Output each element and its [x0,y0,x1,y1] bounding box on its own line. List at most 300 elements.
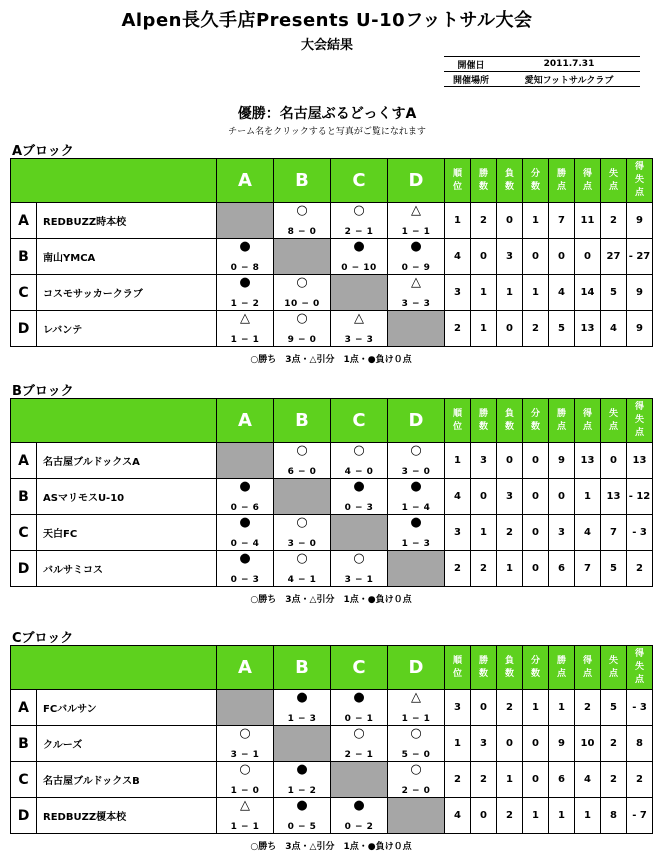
stat-value: 0 [575,239,601,275]
stat-value: 9 [549,726,575,762]
stat-header-label: 勝点 [556,168,566,192]
win-circle-icon: ○ [410,762,422,777]
match-result-cell [217,479,274,515]
stat-header [575,159,601,203]
date-value: 2011.7.31 [543,59,595,69]
stat-value: 4 [575,762,601,798]
stat-header-label: 負数 [504,408,514,432]
win-circle-icon: ○ [239,726,251,741]
team-name-link[interactable]: 南山YMCA [37,239,217,275]
match-result-cell [217,311,274,347]
stat-header-label: 得点 [582,168,592,192]
match-score: 0 − 4 [230,539,260,549]
match-result-cell [388,479,445,515]
stat-header [601,159,627,203]
match-score: 4 − 1 [287,575,317,585]
block-title: Cブロック [12,631,74,646]
row-letter: A [11,690,37,726]
stat-value: - 3 [627,690,653,726]
match-score: 3 − 0 [401,467,431,477]
match-score: 0 − 9 [401,263,431,273]
stat-value: 13 [627,443,653,479]
team-name-link[interactable]: REDBUZZ榎本校 [37,798,217,834]
stat-header [497,159,523,203]
match-result-cell [217,515,274,551]
stat-header [523,646,549,690]
stat-header-label: 得失点 [634,162,644,198]
stat-value: 0 [601,443,627,479]
match-result-cell [331,239,388,275]
stat-header [601,399,627,443]
stat-value: 8 [627,726,653,762]
stat-value: - 3 [627,515,653,551]
column-header-b: B [274,646,331,690]
match-score: 1 − 1 [401,714,431,724]
match-score: 3 − 0 [287,539,317,549]
stat-value: 7 [575,551,601,587]
stat-value: 0 [523,551,549,587]
page-title: Alpen長久手店Presents U-10フットサル大会 [121,10,533,31]
win-circle-icon: ○ [296,443,308,458]
stat-value: 0 [497,726,523,762]
row-letter: B [11,726,37,762]
row-letter: C [11,762,37,798]
match-result-cell [388,515,445,551]
stat-value: 5 [601,690,627,726]
row-letter: B [11,239,37,275]
stat-value: 0 [471,798,497,834]
team-name-link[interactable]: ASマリモスU-10 [37,479,217,515]
match-result-cell [274,551,331,587]
stat-header [601,646,627,690]
match-score: 6 − 0 [287,467,317,477]
stat-value: 1 [471,275,497,311]
stat-value: 0 [471,479,497,515]
loss-dot-icon: ● [239,479,251,494]
match-result-cell [274,275,331,311]
match-result-cell [388,726,445,762]
match-score: 0 − 10 [341,263,377,273]
stat-value: 3 [497,239,523,275]
match-result-cell [388,443,445,479]
win-circle-icon: ○ [410,726,422,741]
stat-header-label: 失点 [608,408,618,432]
stat-header [627,159,653,203]
stat-header [549,159,575,203]
stat-header-label: 勝数 [478,655,488,679]
team-name-link[interactable]: バルサミコス [37,551,217,587]
match-score: 3 − 3 [344,335,374,345]
stat-header-label: 分数 [530,408,540,432]
stat-header-label: 得点 [582,408,592,432]
stat-value: 9 [627,203,653,239]
match-result-cell [274,690,331,726]
date-label: 開催日 [457,60,485,71]
team-name-link[interactable]: レバンテ [37,311,217,347]
match-score: 3 − 1 [344,575,374,585]
match-result-cell [217,762,274,798]
stat-value: 3 [445,515,471,551]
page-subtitle: 大会結果 [300,38,353,53]
match-result-cell [331,798,388,834]
match-score: 4 − 0 [344,467,374,477]
match-result-cell [331,203,388,239]
stat-header [497,399,523,443]
stat-value: 4 [445,479,471,515]
stat-value: 1 [575,798,601,834]
loss-dot-icon: ● [239,239,251,254]
stat-value: 14 [575,275,601,311]
team-name-link[interactable]: コスモサッカークラブ [37,275,217,311]
draw-triangle-icon: △ [240,798,250,813]
stat-header [445,159,471,203]
stat-value: 2 [627,551,653,587]
win-circle-icon: ○ [239,762,251,777]
stat-value: 1 [445,443,471,479]
win-circle-icon: ○ [353,551,365,566]
team-name-link[interactable]: 天白FC [37,515,217,551]
result-legend: ○勝ち 3点・△引分 1点・●負け０点 [250,595,412,605]
match-result-cell [331,726,388,762]
stat-header [575,399,601,443]
match-score: 10 − 0 [284,299,320,309]
self-match-cell [217,203,274,239]
stat-value: 13 [601,479,627,515]
block-title: Bブロック [12,384,74,399]
stat-header [575,646,601,690]
match-result-cell [388,690,445,726]
stat-value: 5 [601,275,627,311]
stat-header-label: 分数 [530,168,540,192]
stat-value: 2 [497,690,523,726]
match-result-cell [388,239,445,275]
result-legend: ○勝ち 3点・△引分 1点・●負け０点 [250,842,412,852]
match-score: 5 − 0 [401,750,431,760]
stat-header-label: 負数 [504,655,514,679]
stat-header [471,399,497,443]
stat-value: 1 [523,690,549,726]
column-header-d: D [388,399,445,443]
table-header-row [11,399,653,443]
win-circle-icon: ○ [296,203,308,218]
stat-header-label: 順位 [452,408,462,432]
table-row [11,311,653,347]
match-score: 0 − 8 [230,263,260,273]
win-circle-icon: ○ [353,726,365,741]
match-score: 3 − 3 [401,299,431,309]
stat-header-label: 勝点 [556,655,566,679]
stat-value: 3 [497,479,523,515]
loss-dot-icon: ● [410,239,422,254]
stat-value: 2 [601,726,627,762]
table-row [11,551,653,587]
self-match-cell [274,479,331,515]
team-name-link[interactable]: REDBUZZ時本校 [37,203,217,239]
click-note: チーム名をクリックすると写真がご覧になれます [228,127,426,137]
stat-value: 2 [445,311,471,347]
column-header-d: D [388,646,445,690]
loss-dot-icon: ● [353,239,365,254]
stat-value: 1 [549,798,575,834]
stat-value: 2 [601,203,627,239]
column-header-c: C [331,159,388,203]
match-result-cell [274,311,331,347]
stat-header [471,159,497,203]
venue-label: 開催場所 [452,75,489,86]
stat-value: 4 [601,311,627,347]
match-result-cell [331,690,388,726]
loss-dot-icon: ● [410,479,422,494]
row-letter: A [11,203,37,239]
stat-header [627,399,653,443]
stat-value: 7 [601,515,627,551]
stat-value: 5 [549,311,575,347]
stat-value: 2 [523,311,549,347]
row-letter: B [11,479,37,515]
stat-value: 4 [549,275,575,311]
stat-value: 0 [523,515,549,551]
stat-header-label: 負数 [504,168,514,192]
table-row [11,275,653,311]
stat-value: 1 [471,515,497,551]
stat-header [549,646,575,690]
match-score: 1 − 2 [230,299,260,309]
match-result-cell [217,275,274,311]
self-match-cell [274,726,331,762]
stat-value: 1 [575,479,601,515]
stat-value: 1 [523,203,549,239]
stat-value: 13 [575,443,601,479]
stat-header [627,646,653,690]
match-score: 1 − 2 [287,786,317,796]
stat-header-label: 失点 [608,168,618,192]
stat-header-label: 勝点 [556,408,566,432]
table-row [11,443,653,479]
venue-row [444,71,640,87]
team-name-link[interactable]: FCバルサン [37,690,217,726]
stat-value: 2 [575,690,601,726]
row-letter: A [11,443,37,479]
match-score: 1 − 1 [230,822,260,832]
loss-dot-icon: ● [353,690,365,705]
stat-value: 4 [445,798,471,834]
stat-value: 8 [601,798,627,834]
header-blank [11,159,217,203]
team-name-link[interactable]: 名古屋ブルドックスB [37,762,217,798]
stat-value: 0 [497,311,523,347]
stat-value: 1 [523,275,549,311]
stat-value: 0 [549,239,575,275]
table-row [11,239,653,275]
match-result-cell [217,726,274,762]
stat-value: 0 [471,239,497,275]
stat-value: 0 [549,479,575,515]
stat-value: 0 [523,479,549,515]
stat-header-label: 勝数 [478,408,488,432]
stat-value: 6 [549,762,575,798]
column-header-a: A [217,399,274,443]
match-score: 1 − 3 [401,539,431,549]
stat-value: 2 [627,762,653,798]
table-row [11,479,653,515]
win-circle-icon: ○ [353,443,365,458]
match-result-cell [274,515,331,551]
result-legend: ○勝ち 3点・△引分 1点・●負け０点 [250,355,412,365]
stat-value: 4 [575,515,601,551]
stat-value: 13 [575,311,601,347]
stat-value: 3 [471,443,497,479]
self-match-cell [217,690,274,726]
row-letter: D [11,551,37,587]
column-header-b: B [274,399,331,443]
self-match-cell [331,275,388,311]
loss-dot-icon: ● [239,551,251,566]
match-score: 1 − 1 [230,335,260,345]
match-score: 8 − 0 [287,227,317,237]
stat-value: 5 [601,551,627,587]
stat-header-label: 得点 [582,655,592,679]
column-header-c: C [331,646,388,690]
column-header-a: A [217,646,274,690]
stat-value: 10 [575,726,601,762]
stat-value: 0 [497,443,523,479]
match-result-cell [331,479,388,515]
self-match-cell [331,762,388,798]
draw-triangle-icon: △ [411,690,421,705]
match-score: 1 − 4 [401,503,431,513]
stat-value: 2 [471,203,497,239]
stat-header-label: 得失点 [634,402,644,438]
stat-value: 1 [549,690,575,726]
block-table [10,158,653,347]
loss-dot-icon: ● [353,798,365,813]
match-score: 0 − 2 [344,822,374,832]
match-score: 0 − 6 [230,503,260,513]
match-result-cell [331,551,388,587]
table-row [11,515,653,551]
match-result-cell [331,311,388,347]
stat-value: - 27 [627,239,653,275]
stat-header [497,646,523,690]
stat-header-label: 得失点 [634,649,644,685]
win-circle-icon: ○ [296,275,308,290]
match-score: 9 − 0 [287,335,317,345]
header-blank [11,646,217,690]
stat-value: 2 [601,762,627,798]
column-header-c: C [331,399,388,443]
draw-triangle-icon: △ [411,203,421,218]
stat-header-label: 順位 [452,655,462,679]
self-match-cell [388,551,445,587]
table-row [11,726,653,762]
stat-header-label: 順位 [452,168,462,192]
stat-value: 2 [471,762,497,798]
stat-header-label: 勝数 [478,168,488,192]
match-score: 3 − 1 [230,750,260,760]
stat-value: 3 [445,275,471,311]
stat-header [471,646,497,690]
block-title: Aブロック [12,144,74,159]
header-blank [11,399,217,443]
match-score: 1 − 3 [287,714,317,724]
stat-header-label: 分数 [530,655,540,679]
team-name-link[interactable]: 名古屋ブルドックスA [37,443,217,479]
stat-value: 1 [497,762,523,798]
stat-value: 3 [549,515,575,551]
loss-dot-icon: ● [239,515,251,530]
venue-value: 愛知フットサルクラブ [524,75,614,86]
match-score: 0 − 5 [287,822,317,832]
match-score: 0 − 3 [344,503,374,513]
match-score: 2 − 0 [401,786,431,796]
table-row [11,798,653,834]
win-circle-icon: ○ [296,311,308,326]
table-row [11,690,653,726]
match-result-cell [388,762,445,798]
stat-value: 0 [497,203,523,239]
row-letter: C [11,275,37,311]
match-result-cell [217,551,274,587]
match-result-cell [388,275,445,311]
stat-value: 0 [523,762,549,798]
draw-triangle-icon: △ [240,311,250,326]
table-header-row [11,646,653,690]
stat-value: 0 [471,690,497,726]
stat-value: 1 [497,551,523,587]
self-match-cell [388,311,445,347]
self-match-cell [331,515,388,551]
column-header-d: D [388,159,445,203]
stat-value: 3 [445,690,471,726]
match-result-cell [331,443,388,479]
self-match-cell [388,798,445,834]
stat-value: 1 [497,275,523,311]
stat-header [523,399,549,443]
block-table [10,398,653,587]
match-result-cell [274,443,331,479]
match-result-cell [388,203,445,239]
event-info [444,56,640,87]
stat-value: 0 [523,239,549,275]
winner-heading: 優勝：名古屋ぶるどっくすA [237,106,417,122]
stat-value: 4 [445,239,471,275]
stat-header [445,646,471,690]
stat-header [523,159,549,203]
stat-value: 0 [523,726,549,762]
stat-value: 2 [497,515,523,551]
loss-dot-icon: ● [239,275,251,290]
win-circle-icon: ○ [296,551,308,566]
stat-value: 9 [549,443,575,479]
match-score: 0 − 3 [230,575,260,585]
win-circle-icon: ○ [410,443,422,458]
date-row [444,56,640,71]
win-circle-icon: ○ [353,203,365,218]
stat-value: 0 [523,443,549,479]
self-match-cell [274,239,331,275]
row-letter: D [11,798,37,834]
table-row [11,203,653,239]
match-score: 0 − 1 [344,714,374,724]
team-name-link[interactable]: クルーズ [37,726,217,762]
match-score: 2 − 1 [344,750,374,760]
stat-value: 2 [445,551,471,587]
table-header-row [11,159,653,203]
stat-value: 11 [575,203,601,239]
match-score: 1 − 0 [230,786,260,796]
loss-dot-icon: ● [353,479,365,494]
row-letter: D [11,311,37,347]
